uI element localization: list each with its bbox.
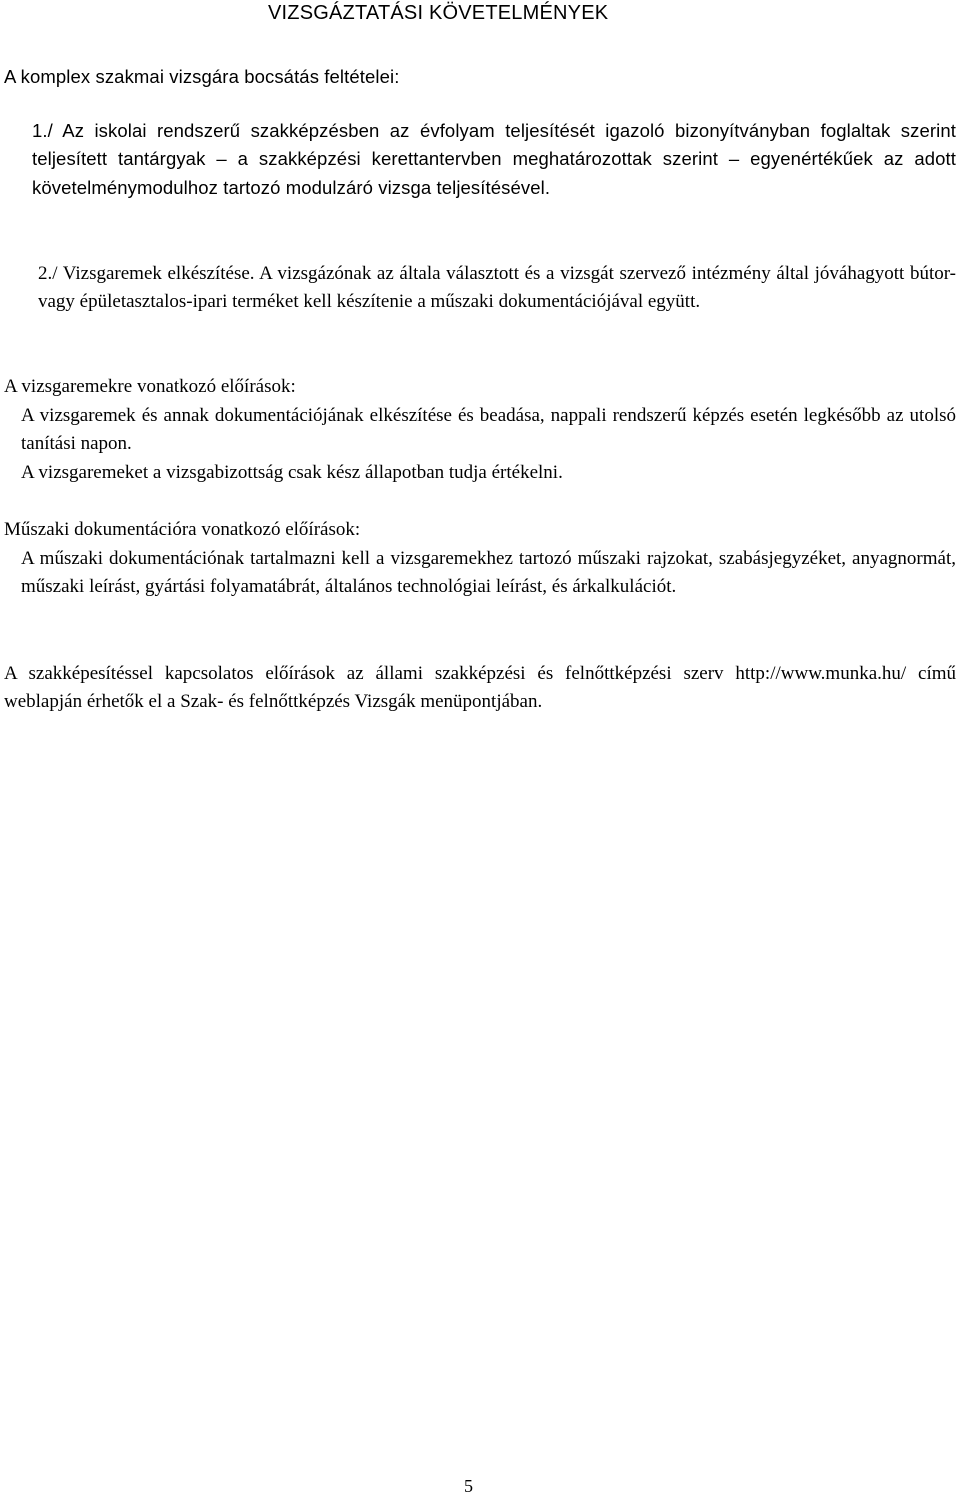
condition-2 xyxy=(38,260,956,317)
intro-text: A komplex szakmai vizsgára bocsátás feltételei: xyxy=(4,66,400,87)
exam-rules-text-2: A vizsgaremeket a vizsgabizottság csak kész állapotban tudja értékelni. xyxy=(21,462,563,483)
condition-1: 1./ Az iskolai rendszerű szakképzésben az évfolyam teljesítését igazoló bizonyítványban foglaltak szerint teljesített tantárgyak – a szakképzési kerettantervben meghatározottak szerint – egyenértékűek az adott követelménymodulhoz tartozó modulzáró vizsga teljesítésével. xyxy=(32,120,956,198)
page-title: VIZSGÁZTATÁSI KÖVETELMÉNYEK xyxy=(268,2,609,24)
condition-2-heading: 2./ Vizsgaremek elkészítése. xyxy=(38,263,255,284)
exam-rules-heading: A vizsgaremekre vonatkozó előírások: xyxy=(4,376,296,397)
doc-rules-text: A műszaki dokumentációnak tartalmazni kell a vizsgaremekhez tartozó műszaki rajzokat, szabásjegyzéket, anyagnormát, műszaki leírást, gyártási folyamatábrát, általános technológiai leírást, és árkalkulációt. xyxy=(21,548,956,598)
doc-rules-heading: Műszaki dokumentációra vonatkozó előírások: xyxy=(4,519,361,540)
page-number: 5 xyxy=(464,1476,473,1496)
exam-rules-text-1: A vizsgaremek és annak dokumentációjának elkészítése és beadása, nappali rendszerű képzés esetén legkésőbb az utolsó tanítási napon. xyxy=(21,405,956,455)
final-note: A szakképesítéssel kapcsolatos előírások az állami szakképzési és felnőttképzési szerv http://www.munka.hu/ című weblapján érhetők el a Szak- és felnőttképzés Vizsgák menüpontjában. xyxy=(4,663,956,713)
condition-2-text: A vizsgázónak az általa választott és a vizsgát szervező intézmény által jóváhagyott bútor- vagy épületasztalos-ipari terméket kell készítenie a műszaki dokumentációjával együtt. xyxy=(38,263,957,313)
